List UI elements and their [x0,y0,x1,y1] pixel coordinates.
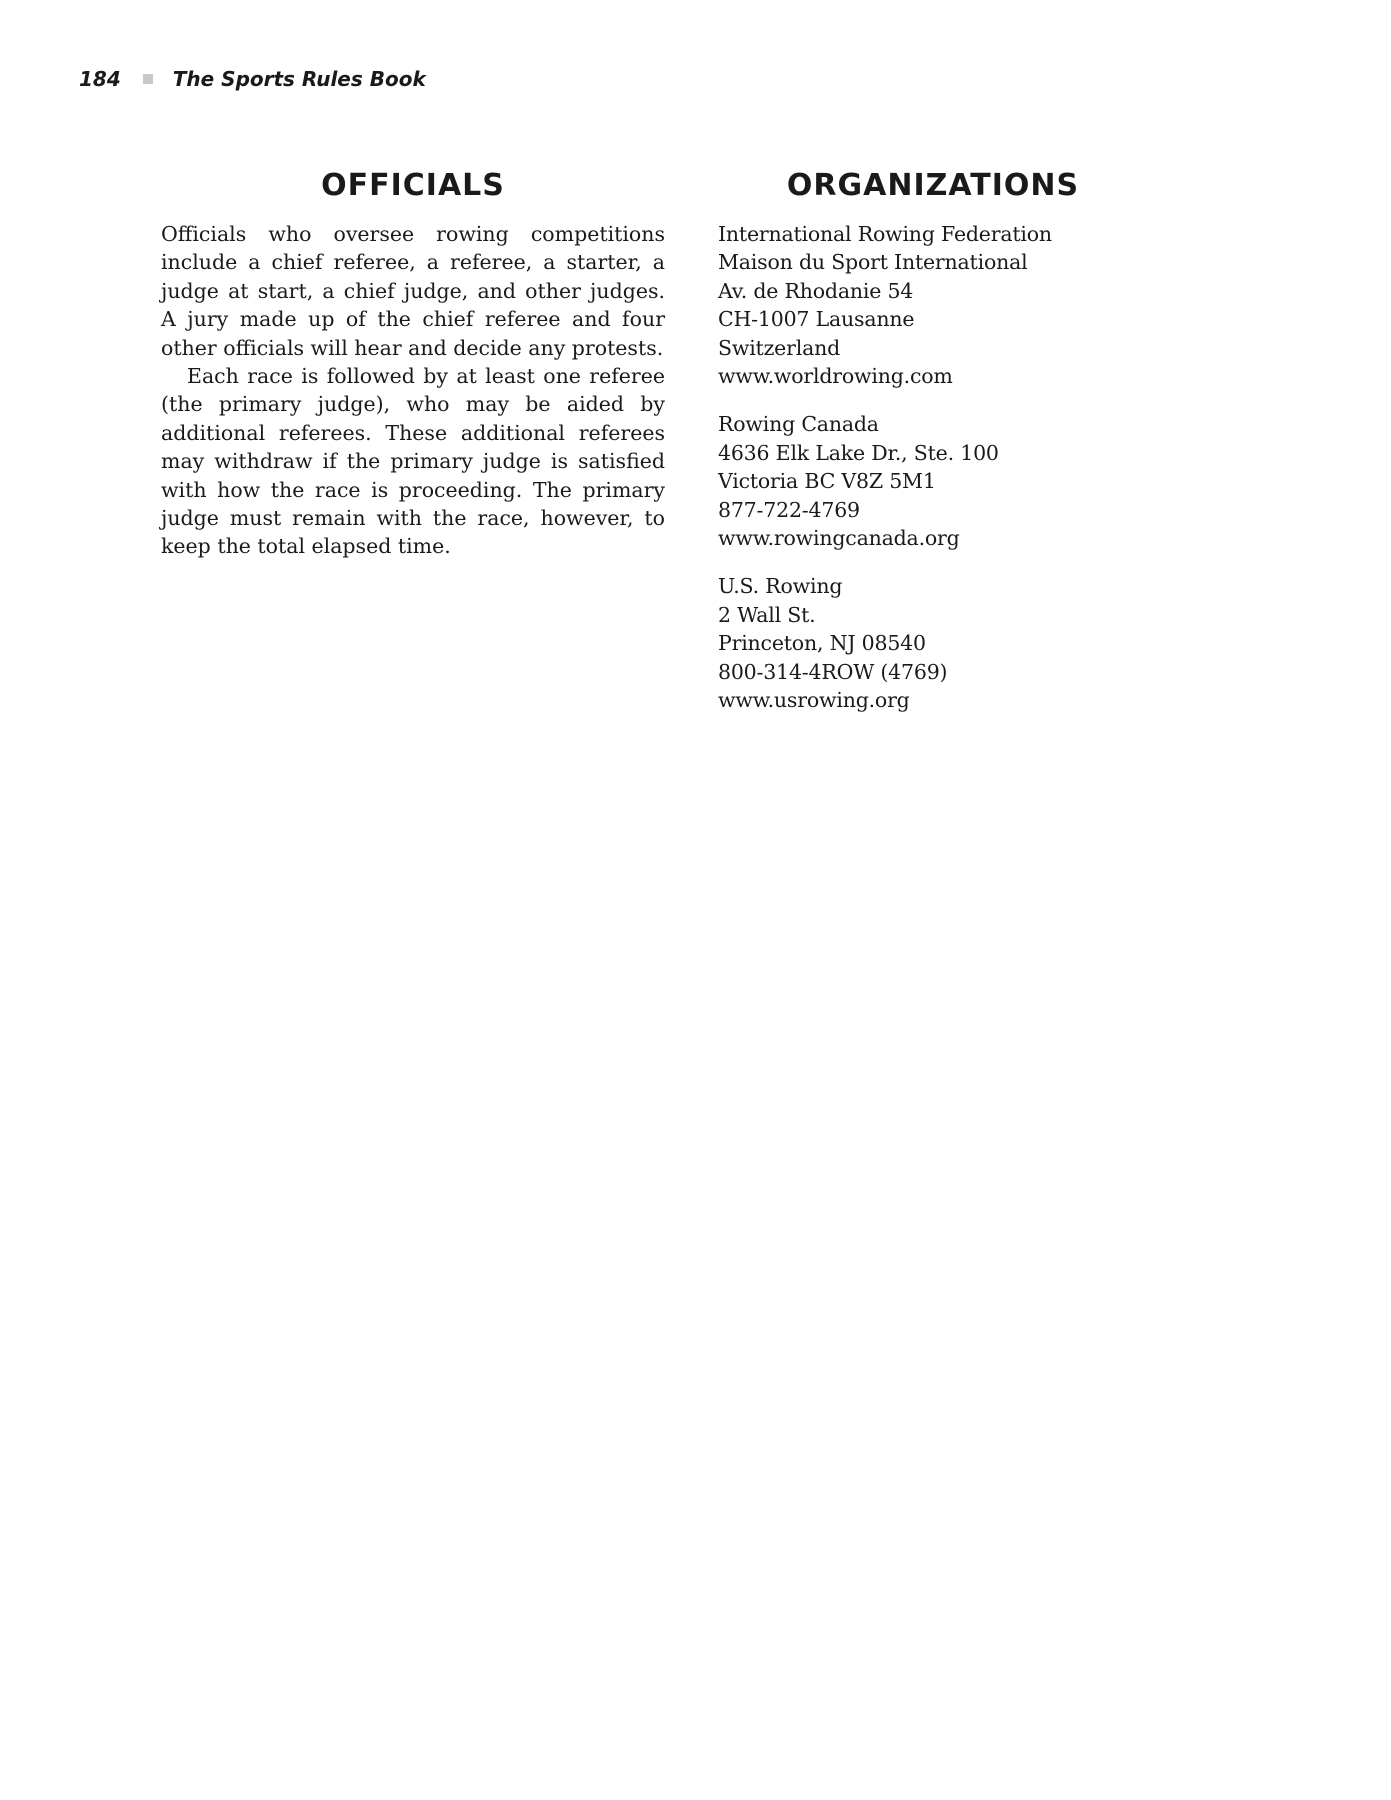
officials-paragraph: Each race is followed by at least one referee (the primary judge), who may be aided by additional referees. These additional referees may withdraw if the primary judge is satisfied with how the race is proceeding. The primary judge must remain with the race, however, to keep the total elapsed time. [161,364,665,559]
organizations-section [718,168,1148,735]
book-title: The Sports Rules Book [172,67,426,91]
org-name: Rowing Canada [718,412,879,437]
org-name: U.S. Rowing [718,574,843,599]
org-website: www.worldrowing.com [718,364,953,389]
organization-entry [718,410,1148,552]
officials-paragraph: Officials who oversee rowing competitions include a chief referee, a referee, a starter, a judge at start, a chief judge, and other judges. A jury made up of the chief referee and four other officials will hear and decide any protests. [161,222,665,360]
org-address-line: Maison du Sport International [718,250,1028,275]
organization-entry [718,220,1148,390]
org-phone: 800-314-4ROW (4769) [718,659,948,684]
org-website: www.usrowing.org [718,688,910,713]
org-address-line: Av. de Rhodanie 54 [718,278,914,303]
org-address-line: CH-1007 Lausanne [718,307,915,332]
org-address-line: 4636 Elk Lake Dr., Ste. 100 [718,440,999,465]
page-number: 184 [79,67,121,91]
org-address-line: 2 Wall St. [718,602,816,627]
org-country: Switzerland [718,335,841,360]
org-phone: 877-722-4769 [718,497,860,522]
running-head [79,64,426,94]
officials-section [161,168,665,561]
org-address-line: Victoria BC V8Z 5M1 [718,469,936,494]
officials-body [161,220,665,561]
organization-entry [718,572,1148,714]
org-address-line: Princeton, NJ 08540 [718,631,926,656]
org-name: International Rowing Federation [718,222,1052,246]
organizations-heading: ORGANIZATIONS [786,168,1080,203]
org-website: www.rowingcanada.org [718,526,960,551]
separator-square-icon [143,74,153,84]
officials-heading: OFFICIALS [321,168,505,203]
